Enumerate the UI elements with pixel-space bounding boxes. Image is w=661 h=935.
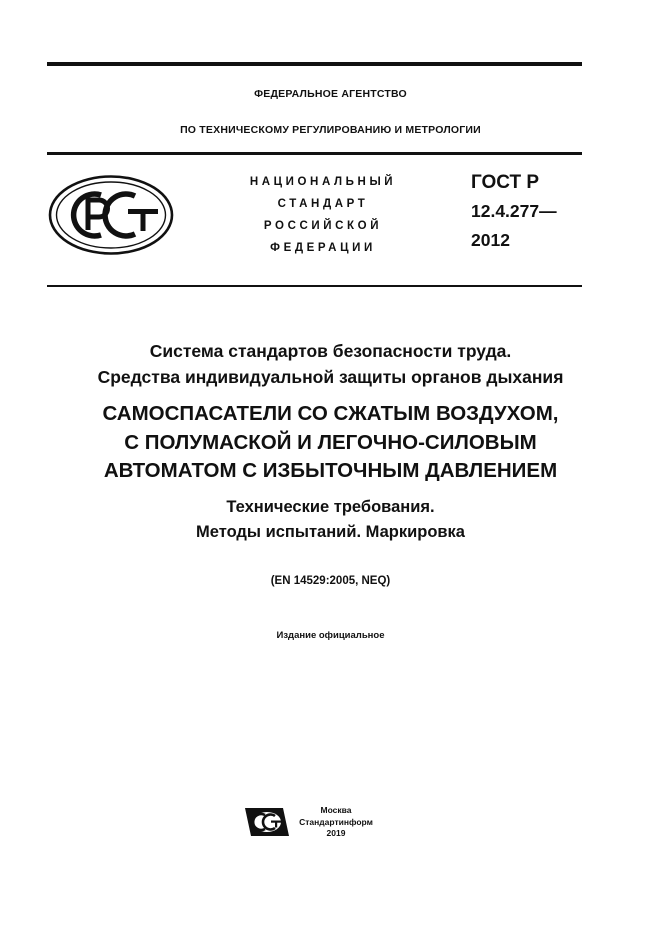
system-title-line1: Система стандартов безопасности труда. xyxy=(149,341,512,361)
designation-line1: ГОСТ Р xyxy=(471,172,540,193)
standard-type-line1: НАЦИОНАЛЬНЫЙ xyxy=(249,176,397,188)
standartinform-logo-icon xyxy=(245,806,289,838)
subtitle-line2: Методы испытаний. Маркировка xyxy=(196,523,465,541)
subtitle-line1: Технические требования. xyxy=(226,498,435,516)
main-title-line1: САМОСПАСАТЕЛИ СО СЖАТЫМ ВОЗДУХОМ, xyxy=(102,402,559,425)
publisher-year: 2019 xyxy=(326,828,346,838)
publisher-name: Стандартинформ xyxy=(299,816,373,827)
standard-type-line2: СТАНДАРТ xyxy=(277,198,369,210)
system-title-line2: Средства индивидуальной защиты органов дыхания xyxy=(97,367,564,387)
edition-note: Издание официальное xyxy=(276,630,385,641)
standard-type-line3: РОССИЙСКОЙ xyxy=(263,220,383,232)
reference-standard: (EN 14529:2005, NEQ) xyxy=(270,575,391,587)
agency-name-line1: ФЕДЕРАЛЬНОЕ АГЕНТСТВО xyxy=(254,88,407,100)
designation-line3: 2012 xyxy=(471,230,510,250)
main-title xyxy=(0,400,661,486)
header-rule xyxy=(47,152,582,155)
standard-designation xyxy=(471,168,557,255)
subtitle xyxy=(0,495,661,545)
agency-name-line2: ПО ТЕХНИЧЕСКОМУ РЕГУЛИРОВАНИЮ И МЕТРОЛОГИИ xyxy=(180,124,481,136)
main-title-line2: С ПОЛУМАСКОЙ И ЛЕГОЧНО-СИЛОВЫМ xyxy=(124,430,537,454)
main-title-line3: АВТОМАТОМ С ИЗБЫТОЧНЫМ ДАВЛЕНИЕМ xyxy=(103,459,558,482)
rst-emblem-icon xyxy=(47,174,175,256)
publisher-info xyxy=(296,805,376,840)
publisher-city: Москва xyxy=(320,805,352,815)
designation-line2: 12.4.277— xyxy=(471,201,557,221)
top-rule xyxy=(47,62,582,66)
standard-type-line4: ФЕДЕРАЦИИ xyxy=(270,242,376,254)
header-bottom-rule xyxy=(47,285,582,287)
system-title xyxy=(0,338,661,390)
standard-type xyxy=(225,171,421,259)
